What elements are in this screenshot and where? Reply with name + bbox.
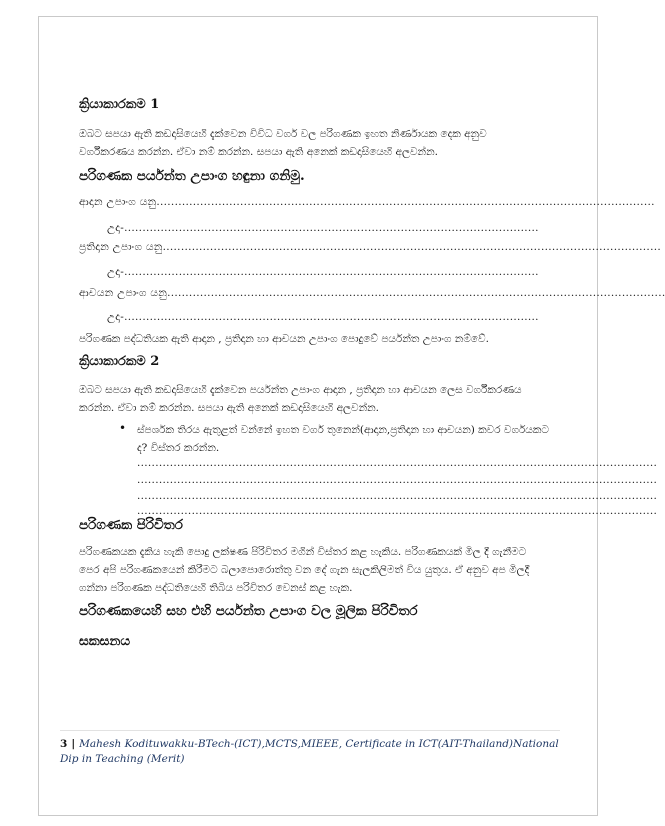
specifications-line-3: ගන්නා පරිගණක පද්ධතියෙහි තිබිය පරිවිතර වෙනස් කළ හැක.	[79, 582, 353, 594]
answer-line: ...............................................................................................................................................	[137, 457, 658, 469]
example-label: උදා-	[107, 311, 125, 323]
answer-line: ...............................................................................................................................................	[137, 474, 658, 486]
fill-dots: ..................................................................................................................	[124, 222, 539, 234]
storage-example-line	[107, 311, 559, 324]
output-devices-label: ප්‍රතිදාන උපාංග යනු	[79, 241, 163, 253]
activity-2-heading: ක්‍රියාකාරකම 2	[79, 354, 160, 369]
output-devices-line	[79, 241, 661, 254]
processor-heading: සකසනය	[79, 633, 131, 649]
example-label: උදා-	[107, 222, 125, 234]
fill-dots: .........................................................................................................................................	[162, 241, 661, 253]
author-byline: Mahesh Kodituwakku-BTech-(ICT),MCTS,MIEEE, Certificate in ICT(AIT-Thailand)National Dip in Teaching (Merit)	[60, 738, 559, 765]
specifications-line-2: පෙර අපි පරිගණකයෙන් කිරීමට බලාපොරොත්තු වන දේ ගැන සැලකිලිමත් විය යුතුය. ඒ අනුව අප මිලදී	[79, 564, 530, 576]
bullet-question-line-1: ස්පර්ශක තිරය ඇතුළත් වන්නේ ඉහත වර්ග තුනෙන්(ආදාන,ප්‍රතිදාන හා ආචයන) කවර වර්ගයකට	[137, 424, 549, 436]
activity-1-heading: ක්‍රියාකාරකම 1	[79, 97, 160, 112]
basic-specifications-heading: පරිගණකයෙහි සහ එහි පර්යන්ත උපාංග වල මූලික පිරිවිතර	[79, 603, 418, 619]
page-number: 3	[60, 738, 68, 750]
storage-devices-line	[79, 287, 665, 300]
activity-2-instruction-line-2: කරන්න. ඒවා නම් කරන්න. සපයා ඇති අනෙක් කඩදාසියෙහි අලවන්න.	[79, 402, 380, 414]
bullet-question-line-2: ද? විස්තර කරන්න.	[137, 442, 220, 454]
activity-1-instruction-line-1: ඔබට සපයා ඇති කඩදාසියෙහි දැක්වෙන විවිධ වර්ග වල පරිගණක ඉහත නිර්ණායක දෙක අනුව	[79, 128, 487, 140]
storage-devices-label: ආචයන උපාංග යනු	[79, 287, 168, 299]
input-example-line	[107, 222, 559, 235]
fill-dots: .........................................................................................................................................	[156, 196, 655, 208]
activity-1-instruction-line-2: වර්ගීකරණය කරන්න. ඒවා නම් කරන්න. සපයා ඇති අනෙක් කඩදාසියෙහි අලවන්න.	[79, 146, 438, 158]
fill-dots: ..................................................................................................................	[124, 311, 539, 323]
input-devices-label: ආදාන උපාංග යනු	[79, 196, 157, 208]
fill-dots: ..................................................................................................................	[124, 266, 539, 278]
peripherals-summary: පරිගණක පද්ධතියක ඇති ආදාන , ප්‍රතිදාන හා ආචයන උපාංග පොදුවේ පර්යන්ත උපාංග නම්වේ.	[79, 333, 489, 345]
specifications-heading: පරිගණක පිරිවිතර	[79, 517, 183, 533]
footer-separator: |	[71, 738, 76, 750]
answer-line: ...............................................................................................................................................	[137, 490, 658, 502]
page-footer	[60, 737, 570, 767]
specifications-line-1: පරිගණකයක දැකිය හැකි පොදු ලක්ෂණ පිරිවිතර මගින් විස්තර කළ හැකිය. පරිගණකයක් මිල දී ගැනීමට	[79, 546, 527, 558]
peripherals-heading: පරිගණක පර්යන්ත උපාංග හඳුනා ගනිමු.	[79, 168, 305, 184]
answer-line: ...............................................................................................................................................	[137, 505, 658, 517]
output-example-line	[107, 266, 559, 279]
fill-dots: .........................................................................................................................................	[167, 287, 665, 299]
example-label: උදා-	[107, 266, 125, 278]
activity-2-instruction-line-1: ඔබට සපයා ඇති කඩදාසියෙහි දැක්වෙන පර්යන්ත උපාංග ආදාන , ප්‍රතිදාන හා ආචයන ලෙස වර්ගීකරණය	[79, 384, 522, 396]
input-devices-line	[79, 196, 655, 209]
footer-rule	[60, 730, 560, 731]
bullet-dot: •	[119, 421, 127, 435]
